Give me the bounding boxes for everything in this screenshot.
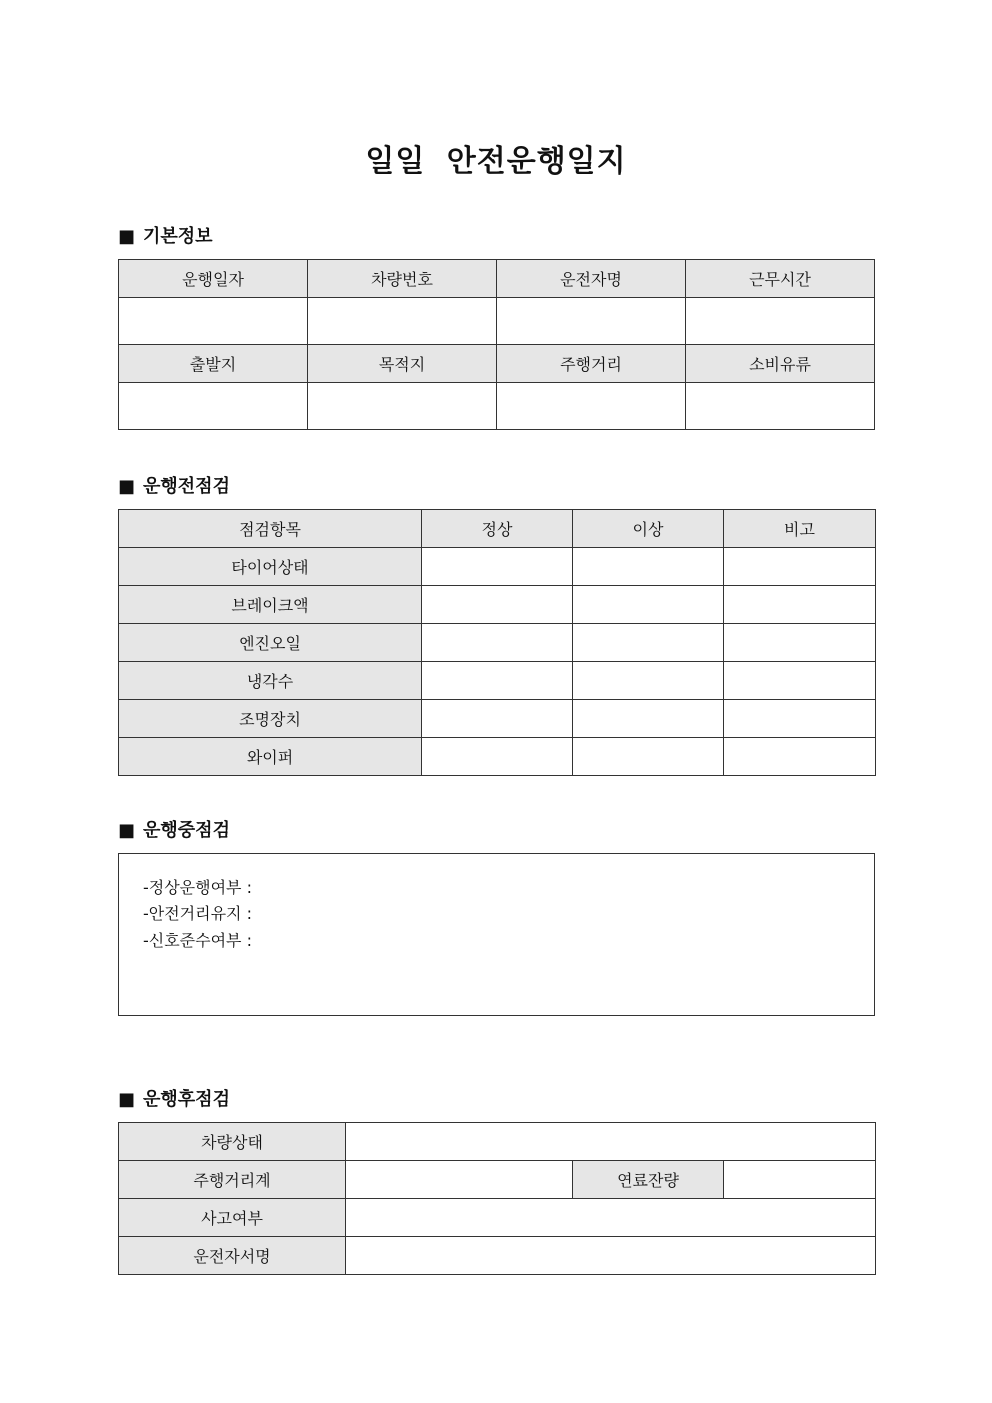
normal-cell[interactable] <box>422 662 573 700</box>
abnormal-cell[interactable] <box>573 662 724 700</box>
driver-name-field[interactable] <box>497 298 686 345</box>
abnormal-cell[interactable] <box>573 700 724 738</box>
abnormal-cell[interactable] <box>573 624 724 662</box>
normal-cell[interactable] <box>422 548 573 586</box>
remarks-cell[interactable] <box>724 586 876 624</box>
basic-info-heading <box>118 222 213 248</box>
check-item-label: 조명장치 <box>119 700 422 738</box>
fuel-remaining-field[interactable] <box>724 1161 876 1199</box>
header-vehicle-number: 차량번호 <box>308 260 497 298</box>
remarks-cell[interactable] <box>724 548 876 586</box>
vehicle-status-field[interactable] <box>346 1123 876 1161</box>
square-bullet-icon: ■ <box>118 226 136 247</box>
fuel-remaining-label: 연료잔량 <box>573 1161 724 1199</box>
driver-signature-label: 운전자서명 <box>119 1237 346 1275</box>
square-bullet-icon: ■ <box>118 476 136 497</box>
header-departure: 출발지 <box>119 345 308 383</box>
header-distance: 주행거리 <box>497 345 686 383</box>
square-bullet-icon: ■ <box>118 1089 136 1110</box>
pre-check-table <box>118 509 876 776</box>
header-fuel-used: 소비유류 <box>686 345 875 383</box>
destination-field[interactable] <box>308 383 497 430</box>
distance-field[interactable] <box>497 383 686 430</box>
abnormal-cell[interactable] <box>573 738 724 776</box>
work-hours-field[interactable] <box>686 298 875 345</box>
odometer-label: 주행거리계 <box>119 1161 346 1199</box>
normal-driving-line: -정상운행여부 : <box>143 878 252 897</box>
post-check-heading <box>118 1085 230 1111</box>
basic-info-table <box>118 259 875 430</box>
check-item-label: 냉각수 <box>119 662 422 700</box>
safe-distance-line: -안전거리유지 : <box>143 904 252 923</box>
header-driver-name: 운전자명 <box>497 260 686 298</box>
driver-signature-field[interactable] <box>346 1237 876 1275</box>
header-normal: 정상 <box>422 510 573 548</box>
header-destination: 목적지 <box>308 345 497 383</box>
in-drive-check-heading <box>118 816 230 842</box>
post-check-heading-label: 운행후점검 <box>143 1089 230 1110</box>
normal-cell[interactable] <box>422 624 573 662</box>
check-item-label: 엔진오일 <box>119 624 422 662</box>
vehicle-number-field[interactable] <box>308 298 497 345</box>
page-title: 일일 안전운행일지 <box>365 144 627 179</box>
check-item-label: 브레이크액 <box>119 586 422 624</box>
pre-check-heading-label: 운행전점검 <box>143 476 230 497</box>
check-item-label: 타이어상태 <box>119 548 422 586</box>
post-check-table <box>118 1122 876 1275</box>
remarks-cell[interactable] <box>724 738 876 776</box>
normal-cell[interactable] <box>422 586 573 624</box>
header-remarks: 비고 <box>724 510 876 548</box>
drive-date-field[interactable] <box>119 298 308 345</box>
signal-compliance-line: -신호준수여부 : <box>143 931 252 950</box>
check-item-label: 와이퍼 <box>119 738 422 776</box>
remarks-cell[interactable] <box>724 662 876 700</box>
fuel-used-field[interactable] <box>686 383 875 430</box>
abnormal-cell[interactable] <box>573 548 724 586</box>
header-check-item: 점검항목 <box>119 510 422 548</box>
remarks-cell[interactable] <box>724 624 876 662</box>
pre-check-heading <box>118 472 230 498</box>
vehicle-status-label: 차량상태 <box>119 1123 346 1161</box>
normal-cell[interactable] <box>422 738 573 776</box>
departure-field[interactable] <box>119 383 308 430</box>
normal-cell[interactable] <box>422 700 573 738</box>
abnormal-cell[interactable] <box>573 586 724 624</box>
in-drive-check-box[interactable] <box>118 853 875 1016</box>
header-drive-date: 운행일자 <box>119 260 308 298</box>
square-bullet-icon: ■ <box>118 820 136 841</box>
odometer-field[interactable] <box>346 1161 573 1199</box>
header-work-hours: 근무시간 <box>686 260 875 298</box>
accident-label: 사고여부 <box>119 1199 346 1237</box>
remarks-cell[interactable] <box>724 700 876 738</box>
basic-info-heading-label: 기본정보 <box>143 226 213 247</box>
header-abnormal: 이상 <box>573 510 724 548</box>
accident-field[interactable] <box>346 1199 876 1237</box>
in-drive-check-heading-label: 운행중점검 <box>143 820 230 841</box>
